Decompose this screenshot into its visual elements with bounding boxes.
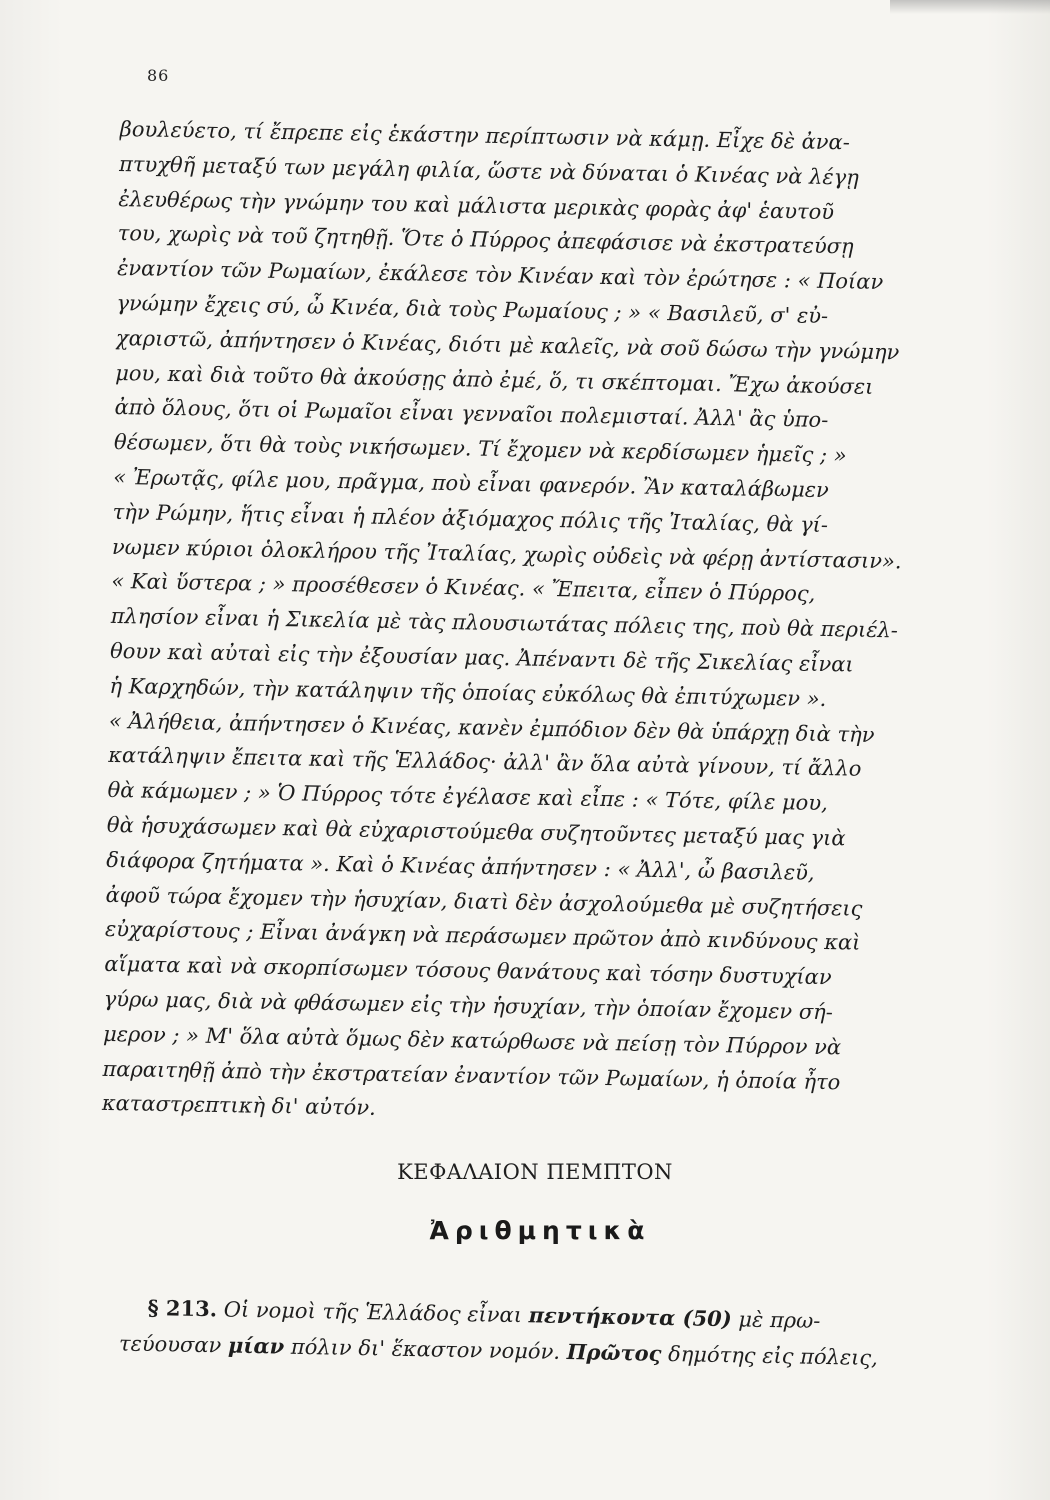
text-line: θὰ ἡσυχάσωμεν καὶ θὰ εὐχαριστούμεθα συζητοῦντες μεταξύ μας γιὰ xyxy=(106,812,846,851)
emphasis-text: Πρῶτος xyxy=(566,1339,662,1366)
text-line: καταστρεπτικὴ δι' αὐτόν. xyxy=(101,1091,376,1121)
text-line: τὴν Ρώμην, ἥτις εἶναι ἡ πλέον ἀξιόμαχος πόλις τῆς Ἰταλίας, θὰ γί- xyxy=(112,499,829,537)
text-line: ἐλευθέρως τὴν γνώμην του καὶ μάλιστα μερικὰς φορὰς ἀφ' ἑαυτοῦ xyxy=(118,186,835,224)
section-number: § 213. xyxy=(147,1294,218,1322)
text-line: « Ἀλήθεια, ἀπήντησεν ὁ Κινέας, κανὲν ἐμπόδιον δὲν θὰ ὑπάρχῃ διὰ τὴν xyxy=(108,708,875,747)
text-line: ἡ Καρχηδών, τὴν κατάληψιν τῆς ὁποίας εὐκόλως θὰ ἐπιτύχωμεν ». xyxy=(109,673,827,711)
text-line: παραιτηθῇ ἀπὸ τὴν ἐκστρατείαν ἐναντίον τῶν Ρωμαίων, ἡ ὁποία ἦτο xyxy=(102,1056,841,1094)
text-line: γνώμην ἔχεις σύ, ὦ Κινέα, διὰ τοὺς Ρωμαίους ; » « Βασιλεῦ, σ' εὐ- xyxy=(116,290,829,328)
text-line: πλησίον εἶναι ἡ Σικελία μὲ τὰς πλουσιωτάτας πόλεις της, ποὺ θὰ περιέλ- xyxy=(110,604,899,643)
section-text: μὲ πρω- xyxy=(731,1307,821,1333)
text-line: μου, καὶ διὰ τοῦτο θὰ ἀκούσῃς ἀπὸ ἐμέ, ὅ, τι σκέπτομαι. Ἔχω ἀκούσει xyxy=(115,360,874,399)
text-line: πτυχθῆ μεταξύ των μεγάλη φιλία, ὥστε νὰ δύναται ὁ Κινέας νὰ λέγῃ xyxy=(118,151,860,190)
section-text: δημότης εἰς πόλεις, xyxy=(661,1341,879,1371)
text-line: κατάληψιν ἔπειτα καὶ τῆς Ἑλλάδος· ἀλλ' ἂν ὅλα αὐτὰ γίνουν, τί ἄλλο xyxy=(107,743,862,782)
text-line: διάφορα ζητήματα ». Καὶ ὁ Κινέας ἀπήντησεν : « Ἀλλ', ὦ βασιλεῦ, xyxy=(106,847,815,885)
section-paragraph xyxy=(118,1290,918,1377)
text-line: ἐναντίον τῶν Ρωμαίων, ἐκάλεσε τὸν Κινέαν καὶ τὸν ἐρώτησε : « Ποίαν xyxy=(116,256,884,295)
text-line: μερον ; » Μ' ὅλα αὐτὰ ὅμως δὲν κατώρθωσε νὰ πείσῃ τὸν Πύρρον νὰ xyxy=(102,1021,842,1060)
chapter-label: ΚΕΦΑΛΑΙΟΝ ΠΕΜΠΤΟΝ xyxy=(397,1160,673,1184)
emphasis-text: πεντήκοντα (50) xyxy=(528,1302,732,1332)
text-line: ἀφοῦ τώρα ἔχομεν τὴν ἡσυχίαν, διατὶ δὲν ἀσχολούμεθα μὲ συζητήσεις xyxy=(105,882,863,921)
text-line: θὰ κάμωμεν ; » Ὁ Πύρρος τότε ἐγέλασε καὶ εἶπε : « Τότε, φίλε μου, xyxy=(107,778,828,816)
text-line: βουλεύετο, τί ἔπρεπε εἰς ἑκάστην περίπτωσιν νὰ κάμῃ. Εἶχε δὲ ἀνα- xyxy=(119,116,851,155)
section-text: πόλιν δι' ἕκαστον νομόν. xyxy=(284,1334,567,1365)
text-line: εὐχαρίστους ; Εἶναι ἀνάγκη νὰ περάσωμεν πρῶτον ἀπὸ κινδύνους καὶ xyxy=(104,917,861,956)
text-line: ἀπὸ ὅλους, ὅτι οἱ Ρωμαῖοι εἶναι γενναῖοι πολεμισταί. Ἀλλ' ἂς ὑπο- xyxy=(114,395,829,433)
text-line: θέσωμεν, ὅτι θὰ τοὺς νικήσωμεν. Τί ἔχομεν νὰ κερδίσωμεν ἡμεῖς ; » xyxy=(113,430,847,468)
scan-edge-shadow xyxy=(890,0,1050,14)
section-heading: Ἀριθμητικὰ xyxy=(429,1216,651,1245)
text-line: θουν καὶ αὐταὶ εἰς τὴν ἐξουσίαν μας. Ἀπέναντι δὲ τῆς Σικελίας εἶναι xyxy=(109,638,854,677)
text-line: « Καὶ ὕστερα ; » προσέθεσεν ὁ Κινέας. « Ἔπειτα, εἶπεν ὁ Πύρρος, xyxy=(111,569,816,607)
emphasis-text: μίαν xyxy=(227,1332,285,1359)
body-text xyxy=(102,112,940,1136)
text-line: αἵματα καὶ νὰ σκορπίσωμεν τόσους θανάτους καὶ τόσην δυστυχίαν xyxy=(104,951,832,990)
text-line: χαριστῶ, ἀπήντησεν ὁ Κινέας, διότι μὲ καλεῖς, νὰ σοῦ δώσω τὴν γνώμην xyxy=(115,325,900,365)
text-line: του, χωρὶς νὰ τοῦ ζητηθῇ. Ὅτε ὁ Πύρρος ἀπεφάσισε νὰ ἐκστρατεύσῃ xyxy=(117,221,854,259)
text-line: νωμεν κύριοι ὁλοκλήρου τῆς Ἰταλίας, χωρὶς οὐδεὶς νὰ φέρῃ ἀντίστασιν». xyxy=(111,534,902,573)
text-line: « Ἐρωτᾷς, φίλε μου, πρᾶγμα, ποὺ εἶναι φανερόν. Ἂν καταλάβωμεν xyxy=(113,464,830,503)
page-number: 86 xyxy=(147,66,170,85)
text-line: γύρω μας, διὰ νὰ φθάσωμεν εἰς τὴν ἡσυχίαν, τὴν ὁποίαν ἔχομεν σή- xyxy=(103,986,834,1025)
section-text: τεύουσαν xyxy=(118,1331,229,1358)
section-text: Οἱ νομοὶ τῆς Ἑλλάδος εἶναι xyxy=(216,1297,529,1328)
